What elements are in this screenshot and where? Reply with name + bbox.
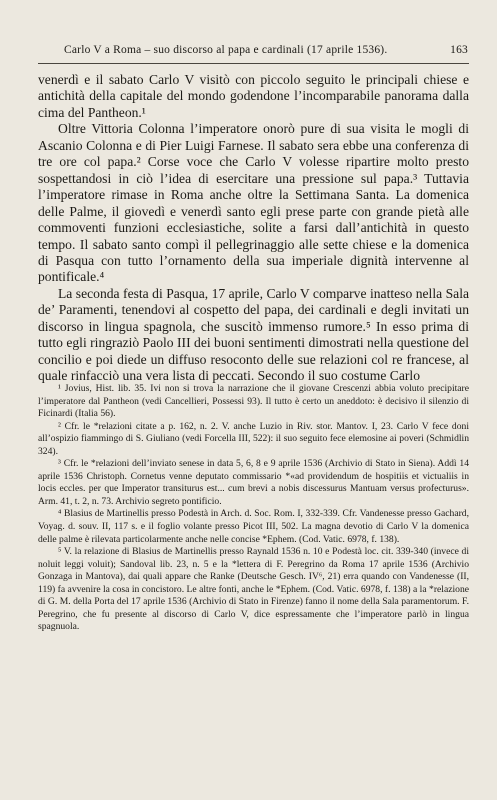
footnote: ³ Cfr. le *relazioni dell’inviato senese in data 5, 6, 8 e 9 aprile 1536 (Archivio di Stato in Siena). Addì 14 aprile 1536 Christoph. Cornetus venne deputato commissario *«ad providendum de hospitiis et victualiis in locis eccles. per que Imperator transiturus est... cum brevi a nobis discessurus Mantuam versus profecturus». Arm. 41, t. 2, n. 73. Archivio segreto pontificio. bbox=[38, 458, 469, 507]
paragraph: venerdì e il sabato Carlo V visitò con piccolo seguito le principali chiese e antichità della capitale del mondo godendone l’incomparabile panorama dalla cima del Pantheon.¹ bbox=[38, 72, 469, 120]
footnote: ¹ Jovius, Hist. lib. 35. Ivi non si trova la narrazione che il giovane Crescenzi abbia voluto precipitare l’imperatore dal Pantheon (vedi Cancellieri, Possessi 93). Il tutto è certo un aneddoto: è decisivo il silenzio di Ficinardi (Italia 56). bbox=[38, 383, 469, 420]
paragraph: Oltre Vittoria Colonna l’imperatore onorò pure di sua visita le mogli di Ascanio Colonna e di Pier Luigi Farnese. Il sabato sera ebbe una conferenza di tre ore col papa.² Corse voce che Carlo V volesse ripartire molto presto sospettandosi in ciò l’idea di esercitare una pressione sul papa.³ Tuttavia l’imperatore rimase in Roma anche oltre la Settimana Santa. La domenica delle Palme, il giovedì e venerdì santo egli prese parte con grande pietà alle commoventi funzioni ecclesiastiche, solite a farsi dall’antichità in questo tempo. Il sabato santo compì il pellegrinaggio alle sette chiese e la domenica di Pasqua con tutto l’ornamento della sua imperiale dignità intervenne al pontificale.⁴ bbox=[38, 121, 469, 285]
paragraph: La seconda festa di Pasqua, 17 aprile, Carlo V comparve inatteso nella Sala de’ Paramenti, tenendovi al cospetto del papa, dei cardinali e degli invitati un discorso in lingua spagnola, che suscitò immenso rumore.⁵ In esso prima di tutto egli ringraziò Paolo III dei buoni sentimenti dimostrati nella questione del concilio e poi diede un diffuso resoconto delle sue relazioni col re francese, al quale rinfacciò una vera lista di peccati. Secondo il suo costume Carlo bbox=[38, 285, 469, 384]
header-rule bbox=[38, 63, 469, 64]
running-title: Carlo V a Roma – suo discorso al papa e cardinali (17 aprile 1536). bbox=[64, 44, 388, 56]
main-text bbox=[38, 72, 469, 385]
footnotes bbox=[38, 383, 469, 634]
footnote: ² Cfr. le *relazioni citate a p. 162, n. 2. V. anche Luzio in Riv. stor. Mantov. I, 23. Carlo V fece doni all’ospizio fiammingo di S. Giuliano (vedi Forcella III, 522): il suo seguito fece elemosine ai poveri (Schmidlin 324). bbox=[38, 420, 469, 457]
footnote: ⁵ V. la relazione di Blasius de Martinellis presso Raynald 1536 n. 10 e Podestà loc. cit. 339-340 (invece di noluit leggi voluit); Sandoval lib. 23, n. 5 e la *lettera di F. Peregrino da Roma 17 aprile 1536 (Archivio Gonzaga in Mantova), dai quali appare che Ranke (Deutsche Gesch. IV⁶, 21) erra quando con Vandenesse (II, 119) fa avvenire la cosa in concistoro. Le altre fonti, anche le *Ephem. (Cod. Vatic. 6978, f. 138) a la *relazione di G. M. della Porta del 17 aprile 1536 (Archivio di Stato in Firenze) fanno il nome della Sala paramentorum. F. Peregrino, che fu presente al discorso di Carlo V, dice espressamente che l’imperatore parlò in lingua spagnuola. bbox=[38, 546, 469, 633]
footnote: ⁴ Blasius de Martinellis presso Podestà in Arch. d. Soc. Rom. I, 332-339. Cfr. Vandenesse presso Gachard, Voyag. d. souv. II, 117 s. e il foglio volante presso Picot III, 502. La magna devotio di Carlo V la domenica delle palme è rilevata particolarmente anche nelle concise *Ephem. (Cod. Vatic. 6978, f. 138). bbox=[38, 508, 469, 545]
page-number: 163 bbox=[450, 44, 468, 56]
